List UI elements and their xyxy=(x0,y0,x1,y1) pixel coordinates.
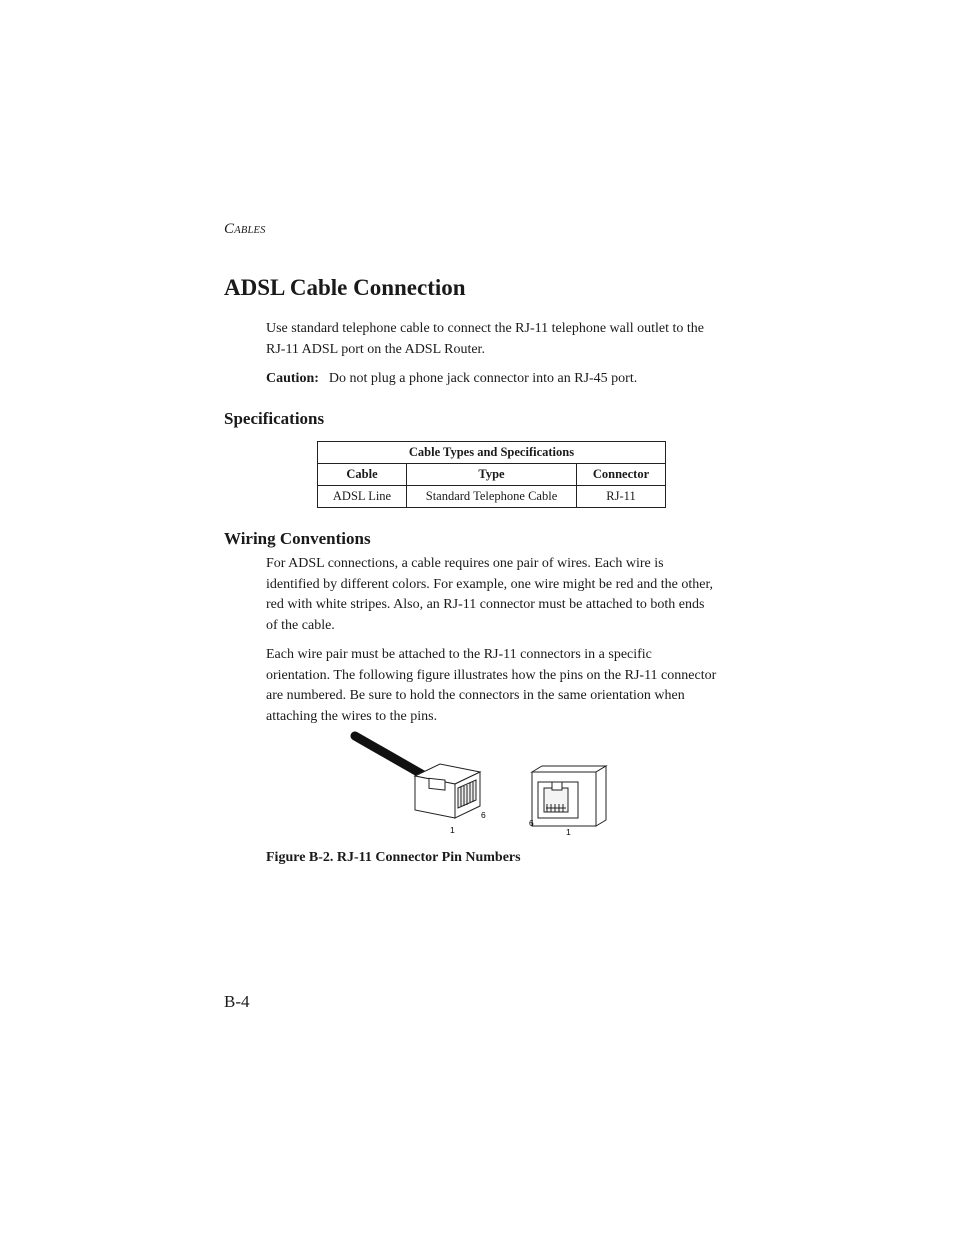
caution-label: Caution: xyxy=(266,371,319,386)
cable-icon xyxy=(355,736,425,776)
rj11-figure xyxy=(340,728,630,843)
specifications-heading: Specifications xyxy=(224,409,325,428)
cell-type: Standard Telephone Cable xyxy=(407,486,577,508)
plug-pin-6-label: 6 xyxy=(481,810,486,820)
intro-paragraph: Use standard telephone cable to connect the RJ-11 telephone wall outlet to the RJ-11 ADSL port on the ADSL Router. xyxy=(266,321,705,357)
wiring-paragraph-1: For ADSL connections, a cable requires one pair of wires. Each wire is identified by different colors. For example, one wire might be red and the other, red with white stripes. Also, an RJ-11 connector must be attached to both ends of the cable. xyxy=(266,556,714,633)
running-head xyxy=(224,221,266,238)
rj11-jack-icon xyxy=(532,766,606,826)
jack-pin-6-label: 6 xyxy=(529,818,534,828)
cell-connector: RJ-11 xyxy=(577,486,666,508)
rj11-plug-icon xyxy=(415,764,480,818)
running-head-rest: ABLES xyxy=(234,225,266,236)
column-header-connector: Connector xyxy=(577,464,666,486)
running-head-initial: C xyxy=(224,221,235,237)
column-header-type: Type xyxy=(407,464,577,486)
column-header-cable: Cable xyxy=(318,464,407,486)
wiring-heading: Wiring Conventions xyxy=(224,529,371,548)
table-caption: Cable Types and Specifications xyxy=(318,442,666,464)
cell-cable: ADSL Line xyxy=(318,486,407,508)
rj11-illustration xyxy=(340,728,630,843)
cable-spec-table xyxy=(317,441,666,508)
section-title: ADSL Cable Connection xyxy=(224,275,466,300)
wiring-paragraph-2: Each wire pair must be attached to the RJ-11 connectors in a specific orientation. The following figure illustrates how the pins on the RJ-11 connector are numbered. Be sure to hold the connectors in the same orientation when attaching the wires to the pins. xyxy=(266,647,717,724)
figure-caption: Figure B-2. RJ-11 Connector Pin Numbers xyxy=(266,850,521,865)
caution-text: Do not plug a phone jack connector into an RJ-45 port. xyxy=(328,371,638,386)
page-number: B-4 xyxy=(224,992,250,1011)
caution-note xyxy=(266,369,718,390)
jack-pin-1-label: 1 xyxy=(566,827,571,837)
plug-pin-1-label: 1 xyxy=(450,825,455,835)
table-row xyxy=(318,486,666,508)
